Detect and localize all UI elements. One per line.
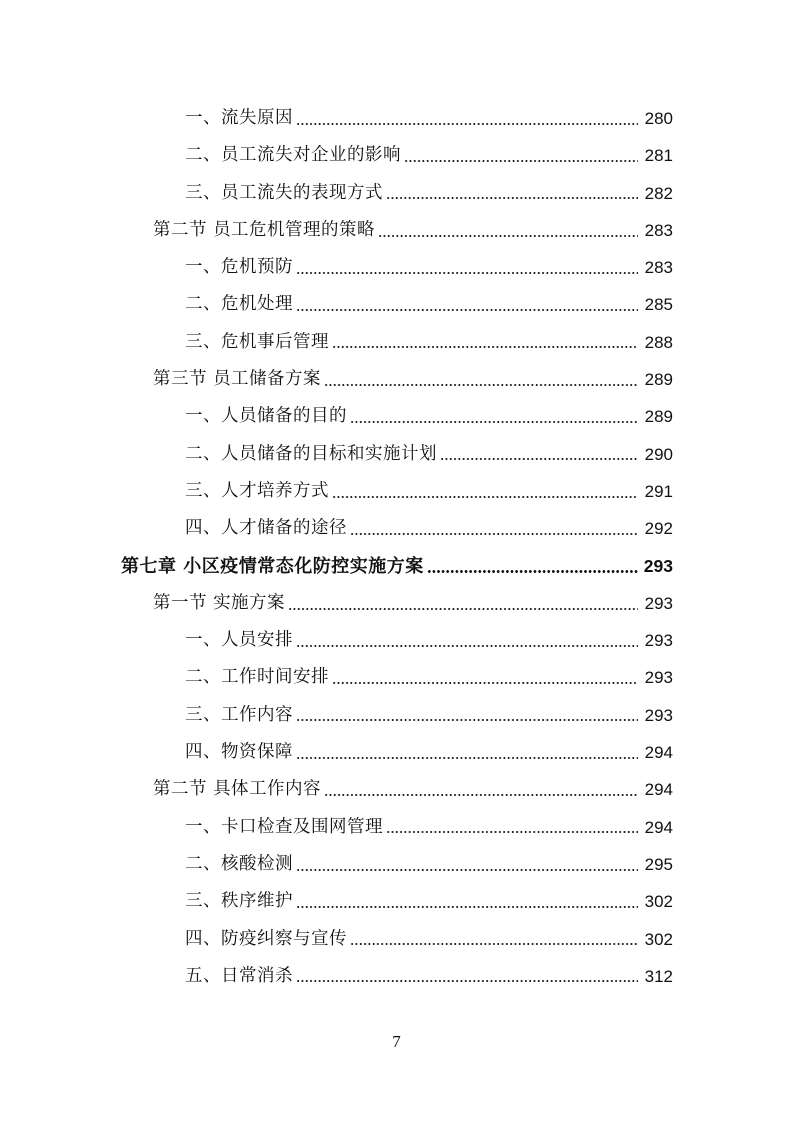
toc-entry-page: 280 <box>644 109 673 128</box>
page-number: 7 <box>392 1032 401 1051</box>
toc-section-entry[interactable] <box>0 585 793 622</box>
dot-leader <box>296 757 638 759</box>
toc-entry-title: 三、工作内容 <box>185 704 293 725</box>
toc-entry-title: 二、员工流失对企业的影响 <box>185 145 401 166</box>
dot-leader <box>332 346 638 348</box>
toc-entry-title: 二、工作时间安排 <box>185 667 329 688</box>
toc-section-entry[interactable] <box>0 771 793 808</box>
dot-leader <box>350 421 638 423</box>
toc-entry-title: 一、人员安排 <box>185 630 293 651</box>
toc-entry-title: 第二节 具体工作内容 <box>153 779 322 800</box>
dot-leader <box>386 831 638 833</box>
dot-leader <box>296 906 638 908</box>
toc-entry-title: 一、卡口检查及围网管理 <box>185 816 383 837</box>
dot-leader <box>324 794 638 796</box>
toc-entry-page: 294 <box>644 743 673 763</box>
toc-entry[interactable] <box>0 510 793 547</box>
toc-entry-title: 二、核酸检测 <box>185 853 293 874</box>
toc-entry[interactable] <box>0 734 793 771</box>
toc-entry[interactable] <box>0 809 793 846</box>
dot-leader <box>440 458 638 460</box>
toc-entry-page: 289 <box>644 370 673 390</box>
toc-entry-page: 295 <box>644 854 673 874</box>
toc-entry[interactable] <box>0 175 793 212</box>
toc-entry-title: 第一节 实施方案 <box>153 592 286 613</box>
toc-entry[interactable] <box>0 659 793 696</box>
dot-leader <box>427 570 638 573</box>
toc-entry-title: 三、秩序维护 <box>185 891 293 912</box>
dot-leader <box>332 496 638 498</box>
toc-entry-title: 一、流失原因 <box>185 108 293 128</box>
dot-leader <box>350 533 638 535</box>
toc-entry-page: 302 <box>644 929 673 949</box>
toc-entry-page: 290 <box>644 444 673 464</box>
dot-leader <box>296 309 638 311</box>
toc-entry-page: 293 <box>643 555 673 576</box>
toc-entry-title: 四、人才储备的途径 <box>185 518 347 539</box>
toc-entry[interactable] <box>0 622 793 659</box>
dot-leader <box>296 869 638 871</box>
toc-entry-title: 第三节 员工储备方案 <box>153 369 322 390</box>
toc-entry-page: 285 <box>644 295 673 315</box>
toc-section-entry[interactable] <box>0 212 793 249</box>
toc-entry[interactable] <box>0 436 793 473</box>
dot-leader <box>324 384 638 386</box>
toc-entry-page: 294 <box>644 817 673 837</box>
dot-leader <box>296 719 638 721</box>
dot-leader <box>296 645 638 647</box>
toc-entry-title: 一、危机预防 <box>185 257 293 278</box>
toc-entry-title: 第七章 小区疫情常态化防控实施方案 <box>121 555 424 577</box>
toc-entry-page: 291 <box>644 481 673 501</box>
dot-leader <box>386 197 638 199</box>
toc-entry-title: 一、人员储备的目的 <box>185 406 347 427</box>
dot-leader <box>332 682 638 684</box>
toc-section-entry[interactable] <box>0 361 793 398</box>
toc-entry-page: 312 <box>644 966 673 986</box>
toc-entry[interactable] <box>0 846 793 883</box>
toc-entry-title: 二、人员储备的目标和实施计划 <box>185 443 437 464</box>
dot-leader <box>378 235 638 237</box>
toc-entry-page: 289 <box>644 407 673 427</box>
toc-entry[interactable] <box>0 883 793 920</box>
toc-entry-page: 283 <box>644 220 673 240</box>
toc-entry-title: 四、防疫纠察与宣传 <box>185 928 347 949</box>
toc-entry-title: 三、人才培养方式 <box>185 480 329 501</box>
toc-entry-title: 第二节 员工危机管理的策略 <box>153 219 376 240</box>
toc-entry[interactable] <box>0 137 793 174</box>
toc-entry-title: 四、物资保障 <box>185 742 293 763</box>
toc-entry[interactable] <box>0 473 793 510</box>
toc-chapter-entry[interactable] <box>0 548 793 585</box>
dot-leader <box>296 123 638 125</box>
toc-entry-page: 292 <box>644 519 673 539</box>
toc-entry-page: 293 <box>644 668 673 688</box>
table-of-contents <box>0 100 793 995</box>
toc-entry-title: 二、危机处理 <box>185 294 293 315</box>
toc-entry-page: 281 <box>644 146 673 166</box>
toc-entry[interactable] <box>0 921 793 958</box>
toc-entry-title: 五、日常消杀 <box>185 965 293 986</box>
dot-leader <box>404 160 638 162</box>
dot-leader <box>296 980 638 982</box>
toc-entry[interactable] <box>0 697 793 734</box>
toc-entry[interactable] <box>0 249 793 286</box>
toc-entry-page: 282 <box>644 183 673 203</box>
toc-entry-title: 三、危机事后管理 <box>185 331 329 352</box>
toc-entry[interactable] <box>0 286 793 323</box>
toc-entry[interactable] <box>0 398 793 435</box>
dot-leader <box>296 272 638 274</box>
toc-entry[interactable] <box>0 324 793 361</box>
toc-entry-title: 三、员工流失的表现方式 <box>185 182 383 203</box>
toc-entry[interactable] <box>0 100 793 137</box>
toc-entry-page: 293 <box>644 705 673 725</box>
dot-leader <box>350 943 638 945</box>
toc-entry-page: 283 <box>644 258 673 278</box>
toc-entry-page: 288 <box>644 332 673 352</box>
toc-entry-page: 293 <box>644 593 673 613</box>
toc-entry-page: 294 <box>644 780 673 800</box>
toc-entry-page: 302 <box>644 892 673 912</box>
toc-entry[interactable] <box>0 958 793 995</box>
dot-leader <box>288 608 638 610</box>
toc-entry-page: 293 <box>644 631 673 651</box>
